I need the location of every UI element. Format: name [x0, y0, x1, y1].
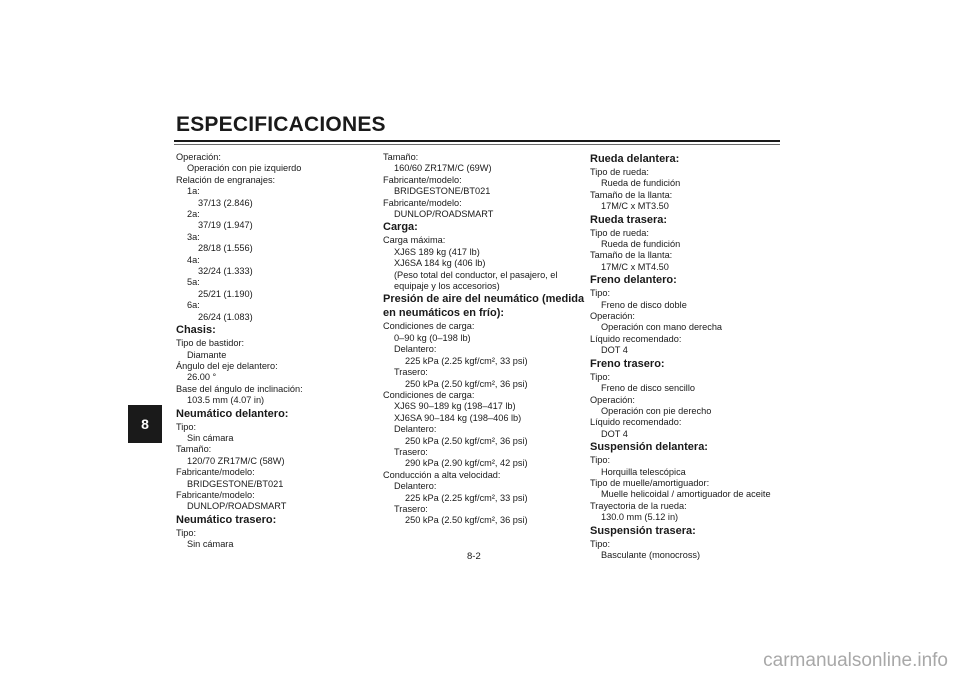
spec-section-heading: Rueda trasera: — [590, 213, 668, 226]
spec-label: Tamaño de la llanta: — [590, 250, 673, 261]
spec-label: Tipo de bastidor: — [176, 338, 245, 349]
spec-value: 25/21 (1.190) — [198, 288, 253, 299]
spec-value: 160/60 ZR17M/C (69W) — [394, 163, 492, 174]
watermark: carmanualsonline.info — [763, 650, 948, 671]
spec-value: 26/24 (1.083) — [198, 311, 253, 322]
spec-value: 120/70 ZR17M/C (58W) — [187, 455, 285, 466]
spec-value: Delantero: — [394, 424, 437, 435]
spec-section-heading: Suspensión delantera: — [590, 441, 708, 454]
spec-value: DUNLOP/ROADSMART — [394, 209, 494, 220]
spec-value: DUNLOP/ROADSMART — [187, 501, 287, 512]
spec-value: Sin cámara — [187, 539, 234, 550]
spec-column-2 — [383, 152, 585, 527]
spec-value: XJ6S 90–189 kg (198–417 lb) — [394, 401, 516, 412]
spec-label: Fabricante/modelo: — [383, 197, 462, 208]
spec-section-heading: Neumático trasero: — [176, 513, 277, 526]
spec-label: Base del ángulo de inclinación: — [176, 383, 303, 394]
spec-value: 6a: — [187, 300, 200, 311]
spec-value: equipaje y los accesorios) — [394, 281, 500, 292]
spec-value: 290 kPa (2.90 kgf/cm², 42 psi) — [405, 458, 528, 469]
spec-value: XJ6SA 90–184 kg (198–406 lb) — [394, 412, 522, 423]
spec-value: Trasero: — [394, 446, 428, 457]
page-title: ESPECIFICACIONES — [176, 113, 386, 136]
spec-column-3 — [590, 152, 790, 561]
spec-label: Operación: — [590, 394, 635, 405]
spec-label: Tamaño de la llanta: — [590, 189, 673, 200]
spec-value: Trasero: — [394, 367, 428, 378]
spec-value: 130.0 mm (5.12 in) — [601, 512, 679, 523]
spec-section-heading: Freno delantero: — [590, 274, 677, 287]
spec-section-heading: Chasis: — [176, 324, 216, 337]
spec-value: 17M/C x MT4.50 — [601, 261, 669, 272]
spec-value: Rueda de fundición — [601, 239, 681, 250]
spec-value: XJ6SA 184 kg (406 lb) — [394, 258, 486, 269]
spec-value: 32/24 (1.333) — [198, 266, 253, 277]
spec-label: Tamaño: — [383, 152, 419, 162]
spec-value: Sin cámara — [187, 432, 234, 443]
spec-value: Diamante — [187, 349, 227, 360]
spec-label: Tipo: — [590, 288, 611, 299]
spec-label: Tipo de rueda: — [590, 167, 649, 177]
spec-value: 1a: — [187, 186, 200, 197]
spec-section-heading: Freno trasero: — [590, 357, 665, 370]
spec-value: Basculante (monocross) — [601, 549, 701, 560]
spec-label: Tipo de rueda: — [590, 227, 649, 238]
page-number: 8-2 — [467, 551, 481, 562]
spec-value: DOT 4 — [601, 428, 628, 439]
spec-label: Tipo: — [176, 421, 197, 432]
spec-section-heading: en neumáticos en frío): — [383, 307, 505, 320]
spec-label: Tipo: — [176, 527, 197, 538]
spec-label: Tipo: — [590, 371, 611, 382]
spec-label: Fabricante/modelo: — [383, 174, 462, 185]
spec-label: Condiciones de carga: — [383, 389, 475, 400]
spec-label: Relación de engranajes: — [176, 174, 276, 185]
spec-value: 250 kPa (2.50 kgf/cm², 36 psi) — [405, 378, 528, 389]
spec-value: 250 kPa (2.50 kgf/cm², 36 psi) — [405, 435, 528, 446]
spec-value: 4a: — [187, 254, 200, 265]
spec-section-heading: Rueda delantera: — [590, 153, 680, 165]
spec-value: 2a: — [187, 209, 200, 220]
spec-value: Delantero: — [394, 481, 437, 492]
spec-value: 250 kPa (2.50 kgf/cm², 36 psi) — [405, 515, 528, 526]
spec-value: XJ6S 189 kg (417 lb) — [394, 246, 480, 257]
spec-label: Tipo: — [590, 455, 611, 466]
header-rule-thin — [174, 144, 780, 145]
spec-label: Tamaño: — [176, 444, 212, 455]
spec-value: Rueda de fundición — [601, 178, 681, 189]
spec-value: 225 kPa (2.25 kgf/cm², 33 psi) — [405, 355, 528, 366]
spec-label: Tipo de muelle/amortiguador: — [590, 477, 710, 488]
spec-label: Carga máxima: — [383, 235, 446, 246]
spec-value: Delantero: — [394, 344, 437, 355]
spec-column-1 — [176, 152, 372, 551]
header-rule — [174, 140, 780, 142]
spec-value: Operación con mano derecha — [601, 322, 723, 333]
spec-label: Fabricante/modelo: — [176, 489, 255, 500]
spec-value: 17M/C x MT3.50 — [601, 201, 669, 212]
spec-section-heading: Presión de aire del neumático (medida — [383, 293, 585, 306]
spec-value: Horquilla telescópica — [601, 466, 686, 477]
spec-value: Muelle helicoidal / amortiguador de aceite — [601, 489, 771, 500]
spec-label: Fabricante/modelo: — [176, 467, 255, 478]
spec-label: Ángulo del eje delantero: — [176, 360, 278, 371]
spec-label: Condiciones de carga: — [383, 321, 475, 332]
spec-value: (Peso total del conductor, el pasajero, el — [394, 269, 558, 280]
chapter-tab: 8 — [128, 405, 162, 443]
spec-value: BRIDGESTONE/BT021 — [394, 186, 491, 197]
spec-label: Conducción a alta velocidad: — [383, 469, 501, 480]
spec-value: Operación con pie izquierdo — [187, 163, 302, 174]
spec-label: Tipo: — [590, 538, 611, 549]
spec-value: BRIDGESTONE/BT021 — [187, 478, 284, 489]
spec-section-heading: Neumático delantero: — [176, 407, 289, 420]
spec-label: Líquido recomendado: — [590, 417, 682, 428]
spec-label: Trayectoria de la rueda: — [590, 500, 687, 511]
spec-value: Freno de disco doble — [601, 299, 687, 310]
spec-section-heading: Carga: — [383, 221, 418, 234]
spec-value: 0–90 kg (0–198 lb) — [394, 332, 471, 343]
spec-value: Freno de disco sencillo — [601, 383, 695, 394]
spec-value: DOT 4 — [601, 345, 628, 356]
spec-value: Trasero: — [394, 503, 428, 514]
spec-value: 5a: — [187, 277, 200, 288]
spec-value: 26.00 ° — [187, 372, 217, 383]
spec-label: Líquido recomendado: — [590, 333, 682, 344]
spec-section-heading: Suspensión trasera: — [590, 524, 696, 537]
spec-label: Operación: — [590, 311, 635, 322]
spec-label: Operación: — [176, 152, 221, 162]
spec-value: 37/19 (1.947) — [198, 220, 253, 231]
spec-value: 103.5 mm (4.07 in) — [187, 395, 265, 406]
spec-value: 3a: — [187, 231, 200, 242]
spec-value: 225 kPa (2.25 kgf/cm², 33 psi) — [405, 492, 528, 503]
spec-value: Operación con pie derecho — [601, 405, 712, 416]
spec-value: 28/18 (1.556) — [198, 243, 253, 254]
spec-value: 37/13 (2.846) — [198, 197, 253, 208]
